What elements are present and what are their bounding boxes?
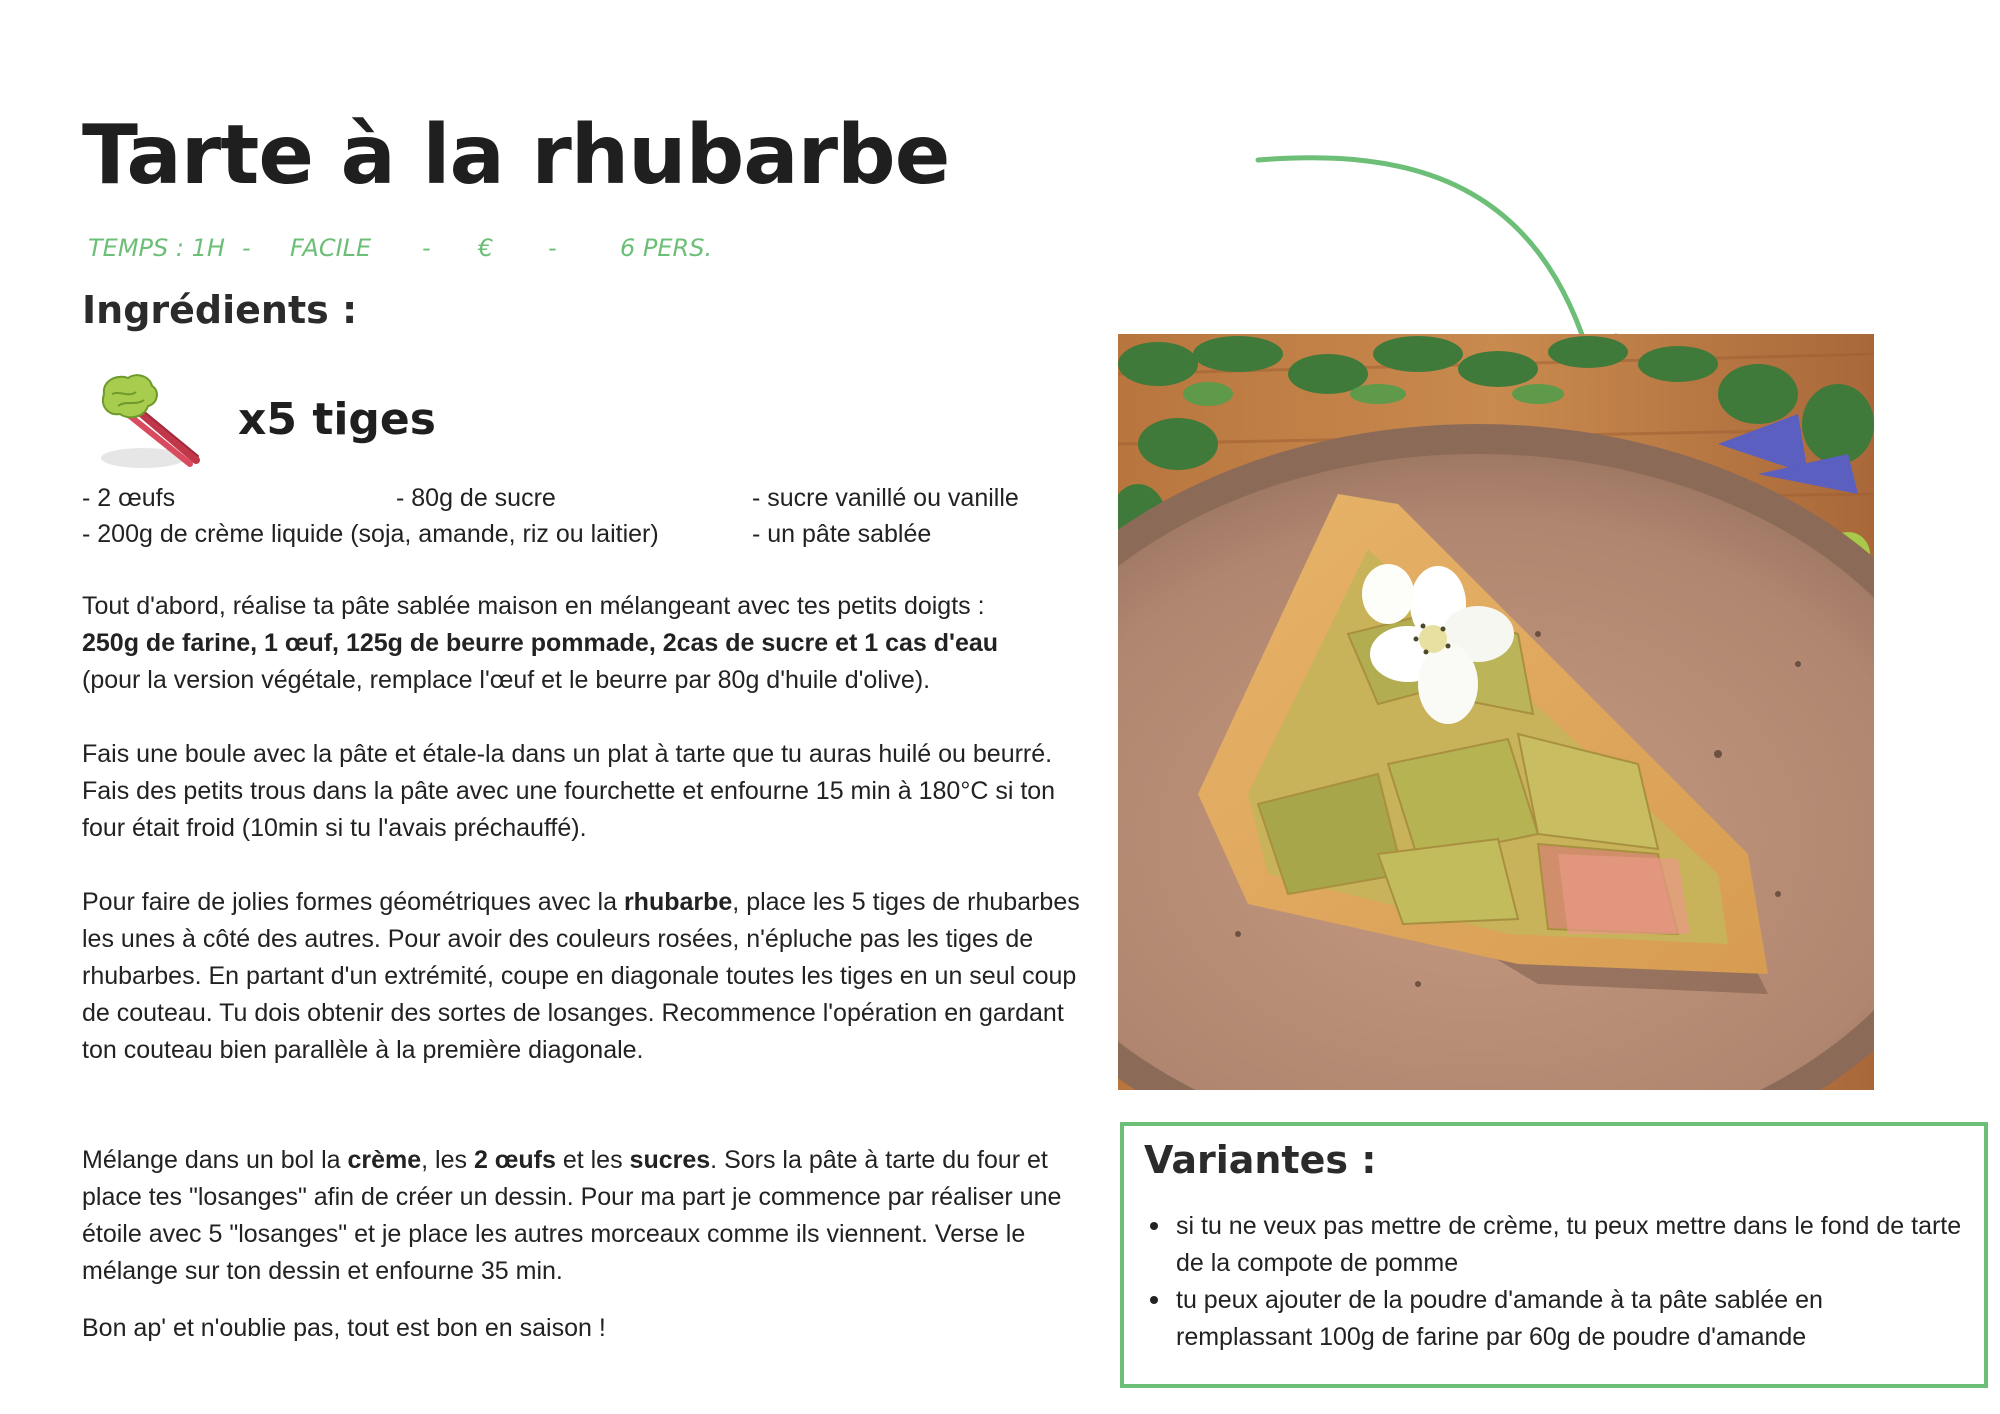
variants-list: [1144, 1208, 1964, 1356]
step-paragraph: Tout d'abord, réalise ta pâte sablée maison en mélangeant avec tes petits doigts : 250g de farine, 1 œuf, 125g de beurre pommade, 2cas de sucre et 1 cas d'eau (pour la version végétale, remplace l'œuf et le beurre par 80g d'huile d'olive).: [82, 592, 999, 694]
step-paragraph: Fais une boule avec la pâte et étale-la dans un plat à tarte que tu auras huilé ou beurré. Fais des petits trous dans la pâte avec une fourchette et enfourne 15 min à 180°C si ton four était froid (10min si tu l'avais préchauffé).: [82, 740, 1056, 842]
bullet-icon: [1150, 1222, 1158, 1230]
variants-title: Variantes :: [1144, 1138, 1377, 1182]
rhubarb-quantity: x5 tiges: [238, 394, 436, 445]
ingredient-item: - un pâte sablée: [752, 520, 932, 548]
recipe-title: Tarte à la rhubarbe: [82, 108, 950, 203]
ingredient-item: - 2 œufs: [82, 484, 176, 512]
ingredient-item: - 80g de sucre: [396, 484, 556, 512]
variants-box: [1120, 1122, 1988, 1388]
rhubarb-icon: [98, 372, 208, 472]
ingredient-item: - 200g de crème liquide (soja, amande, riz ou laitier): [82, 520, 659, 548]
ingredient-item: - sucre vanillé ou vanille: [752, 484, 1019, 512]
step-paragraph: Bon ap' et n'oublie pas, tout est bon en saison !: [82, 1314, 606, 1342]
meta-difficulty: FACILE: [290, 234, 372, 262]
step-paragraph: Mélange dans un bol la crème, les 2 œufs et les sucres. Sors la pâte à tarte du four et place tes "losanges" afin de créer un dessin. Pour ma part je commence par réaliser une étoile avec 5 "losanges" et je place les autres morceaux comme ils viennent. Verse le mélange sur ton dessin et enfourne 35 min.: [82, 1146, 1062, 1285]
tart-photo: [1118, 334, 1874, 1090]
step-paragraph: Pour faire de jolies formes géométriques avec la rhubarbe, place les 5 tiges de rhubarbes les unes à côté des autres. Pour avoir des couleurs rosées, n'épluche pas les tiges de rhubarbes. En partant d'un extrémité, coupe en diagonale toutes les tiges en un seul coup de couteau. Tu dois obtenir des sortes de losanges. Recommence l'opération en gardant ton couteau bien parallèle à la première diagonale.: [82, 888, 1080, 1064]
step-bold: 250g de farine, 1 œuf, 125g de beurre pommade, 2cas de sucre et 1 cas d'eau: [82, 629, 999, 657]
meta-separator: -: [548, 234, 557, 262]
meta-separator: -: [242, 234, 251, 262]
meta-price: €: [478, 234, 494, 262]
meta-servings: 6 PERS.: [620, 234, 713, 262]
meta-time: TEMPS : 1H: [88, 234, 225, 262]
ingredients-heading: Ingrédients :: [82, 288, 358, 332]
bullet-icon: [1150, 1296, 1158, 1304]
variant-item: si tu ne veux pas mettre de crème, tu peux mettre dans le fond de tarte de la compote de pomme: [1144, 1208, 1964, 1282]
variant-item: tu peux ajouter de la poudre d'amande à ta pâte sablée en remplassant 100g de farine par 60g de poudre d'amande: [1144, 1282, 1964, 1356]
meta-separator: -: [422, 234, 431, 262]
